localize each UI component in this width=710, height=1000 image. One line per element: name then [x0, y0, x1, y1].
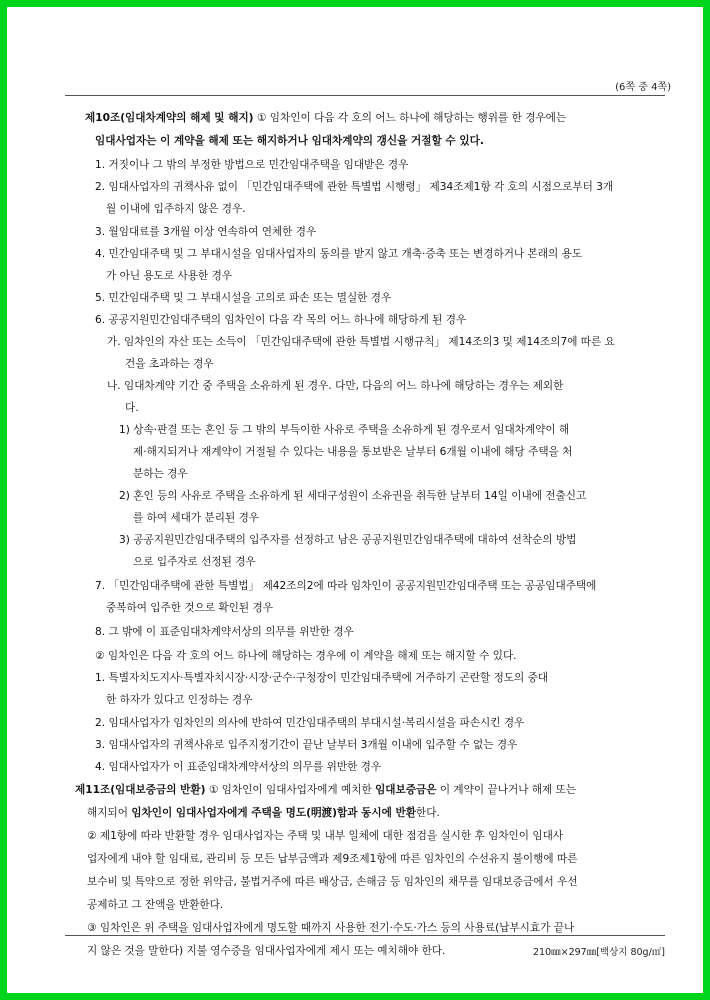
- art10-para2-item-2: 2. 임대사업자가 임차인의 의사에 반하여 민간임대주택의 부대시설·복리시설을 파손시킨 경우: [95, 717, 525, 729]
- art10-intro: 제10조(임대차계약의 해제 및 해지) ① 임차인이 다음 각 호의 어느 하나에 해당하는 행위를 한 경우에는: [85, 112, 567, 124]
- art10-para2-item-3: 3. 임대사업자의 귀책사유로 입주지정기간이 끝난 날부터 3개월 이내에 입주할 수 없는 경우: [95, 739, 518, 751]
- art11-para-3: ③ 임차인은 위 주택을 임대사업자에게 명도할 때까지 사용한 전기·수도·가스 등의 사용료(납부시효가 끝나: [87, 922, 575, 934]
- paper-spec: 210㎜×297㎜[백상지 80g/㎡]: [532, 947, 665, 958]
- art10-item-5: 5. 민간임대주택 및 그 부대시설을 고의로 파손 또는 멸실한 경우: [95, 292, 392, 304]
- art10-para-2: ② 임차인은 다음 각 호의 어느 하나에 해당하는 경우에 이 계약을 해제 또는 해지할 수 있다.: [95, 650, 517, 662]
- art11-para-3-cont: 지 않은 것을 말한다) 지불 영수증을 임대사업자에게 제시 또는 예치해야 한다.: [87, 945, 446, 957]
- art10-heading: 제10조(임대차계약의 해제 및 해지): [85, 112, 254, 124]
- art10-para2-item-1-cont: 한 하자가 있다고 인정하는 경우: [106, 694, 253, 706]
- art10-item-6-ga-cont: 건을 초과하는 경우: [125, 358, 214, 370]
- art10-item-4-cont: 가 아닌 용도로 사용한 경우: [106, 270, 233, 282]
- art10-sub-3: 3) 공공지원민간임대주택의 입주자를 선정하고 남은 공공지원민간임대주택에 대하여 선착순의 방법: [119, 534, 577, 546]
- footer-rule: [65, 935, 665, 936]
- art11-para-2-cont2: 보수비 및 특약으로 정한 위약금, 불법거주에 따른 배상금, 손해금 등 임차인의 채무를 임대보증금에서 우선: [87, 876, 578, 888]
- art10-item-6-na-cont: 다.: [125, 402, 139, 414]
- art11-para-2: ② 제1항에 따라 반환할 경우 임대사업자는 주택 및 내부 일체에 대한 점검을 실시한 후 임차인이 임대사: [87, 830, 564, 842]
- art10-sub-3-cont: 으로 입주자로 선정된 경우: [133, 556, 256, 568]
- art10-intro-bold: 임대사업자는 이 계약을 해제 또는 해지하거나 임대차계약의 갱신을 거절할 수 있다.: [95, 135, 484, 147]
- art10-sub-1-cont: 제·해지되거나 재계약이 거절될 수 있다는 내용을 통보받은 날부터 6개월 이내에 해당 주택을 처: [133, 446, 573, 458]
- art11-line-2: 해지되어 임차인이 임대사업자에게 주택을 명도(明渡)함과 동시에 반환한다.: [87, 807, 440, 819]
- art10-item-2-cont: 월 이내에 입주하지 않은 경우.: [106, 203, 246, 215]
- art10-item-8: 8. 그 밖에 이 표준임대차계약서상의 의무를 위반한 경우: [95, 626, 354, 638]
- art11-para-2-cont3: 공제하고 그 잔액을 반환한다.: [87, 899, 224, 911]
- art10-sub-1-cont2: 분하는 경우: [133, 468, 188, 480]
- art10-item-2: 2. 임대사업자의 귀책사유 없이 「민간임대주택에 관한 특별법 시행령」 제34조제1항 각 호의 시점으로부터 3개: [95, 181, 614, 193]
- art11-line-1: 제11조(임대보증금의 반환) ① 임차인이 임대사업자에게 예치한 임대보증금은 이 계약이 끝나거나 해제 또는: [75, 784, 577, 796]
- art10-item-4: 4. 민간임대주택 및 그 부대시설을 임대사업자의 동의를 받지 않고 개축·증축 또는 변경하거나 본래의 용도: [95, 248, 583, 260]
- art10-item-3: 3. 월임대료를 3개월 이상 연속하여 연체한 경우: [95, 226, 317, 238]
- art10-sub-2: 2) 혼인 등의 사유로 주택을 소유하게 된 세대구성원이 소유권을 취득한 날부터 14일 이내에 전출신고: [119, 490, 587, 502]
- document-page: [7, 7, 703, 993]
- art10-para2-item-1: 1. 특별자치도지사·특별자치시장·시장·군수·구청장이 민간임대주택에 거주하기 곤란할 정도의 중대: [95, 672, 549, 684]
- header-rule: [65, 95, 665, 96]
- art11-para-2-cont: 업자에게 내야 할 임대료, 관리비 등 모든 납부금액과 제9조제1항에 따른 임차인의 수선유지 불이행에 따른: [87, 853, 578, 865]
- art10-item-6: 6. 공공지원민간임대주택의 임차인이 다음 각 목의 어느 하나에 해당하게 된 경우: [95, 314, 467, 326]
- art10-item-6-na: 나. 임대차계약 기간 중 주택을 소유하게 된 경우. 다만, 다음의 어느 하나에 해당하는 경우는 제외한: [107, 380, 564, 392]
- art10-item-1: 1. 거짓이나 그 밖의 부정한 방법으로 민간임대주택을 임대받은 경우: [95, 159, 409, 171]
- art10-item-7: 7. 「민간임대주택에 관한 특별법」 제42조의2에 따라 임차인이 공공지원민간임대주택 또는 공공임대주택에: [95, 580, 597, 592]
- art10-sub-1: 1) 상속·판결 또는 혼인 등 그 밖의 부득이한 사유로 주택을 소유하게 된 경우로서 임대차계약이 해: [119, 424, 570, 436]
- art10-item-6-ga: 가. 임차인의 자산 또는 소득이 「민간임대주택에 관한 특별법 시행규칙」 제14조의3 및 제14조의7에 따른 요: [107, 336, 615, 348]
- art10-sub-2-cont: 를 하여 세대가 분리된 경우: [133, 512, 260, 524]
- art10-para2-item-4: 4. 임대사업자가 이 표준임대차계약서상의 의무를 위반한 경우: [95, 761, 382, 773]
- page-indicator: (6쪽 중 4쪽): [615, 82, 671, 93]
- art10-item-7-cont: 중복하여 입주한 것으로 확인된 경우: [106, 602, 273, 614]
- art11-heading: 제11조(임대보증금의 반환): [75, 784, 206, 796]
